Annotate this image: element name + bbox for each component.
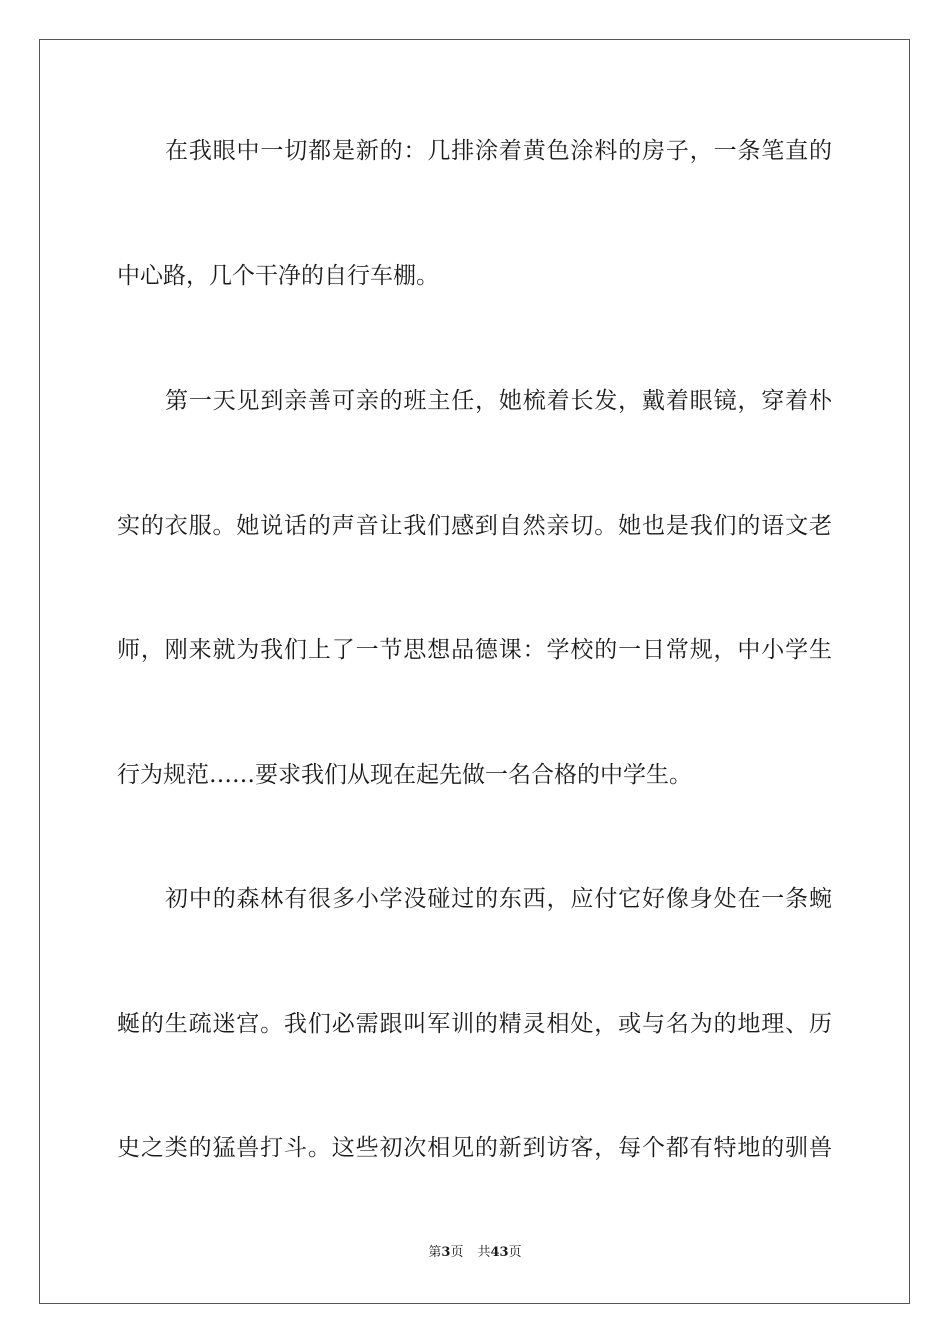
- total-prefix: 共: [477, 1245, 491, 1260]
- page-total: 43: [490, 1245, 509, 1260]
- text-line-5: 师，刚来就为我们上了一节思想品德课：学校的一日常规，中小学生: [117, 637, 832, 663]
- page-prefix: 第: [428, 1245, 442, 1260]
- page-suffix: 页: [450, 1245, 464, 1260]
- text-line-2: 中心路，几个干净的自行车棚。: [117, 263, 439, 289]
- page-footer: [0, 1244, 950, 1262]
- text-line-7: 初中的森林有很多小学没碰过的东西，应付它好像身处在一条蜿: [165, 886, 832, 912]
- text-line-9: 史之类的猛兽打斗。这些初次相见的新到访客，每个都有特地的驯兽: [117, 1135, 832, 1161]
- page-current: 3: [441, 1245, 451, 1260]
- total-suffix: 页: [508, 1245, 522, 1260]
- text-line-4: 实的衣服。她说话的声音让我们感到自然亲切。她也是我们的语文老: [117, 513, 832, 539]
- text-line-6: 行为规范……要求我们从现在起先做一名合格的中学生。: [117, 762, 692, 788]
- text-line-3: 第一天见到亲善可亲的班主任，她梳着长发，戴着眼镜，穿着朴: [165, 388, 832, 414]
- text-line-8: 蜒的生疏迷宫。我们必需跟叫军训的精灵相处，或与名为的地理、历: [117, 1011, 832, 1037]
- text-line-1: 在我眼中一切都是新的：几排涂着黄色涂料的房子，一条笔直的: [165, 138, 832, 164]
- page-frame: [39, 39, 910, 1304]
